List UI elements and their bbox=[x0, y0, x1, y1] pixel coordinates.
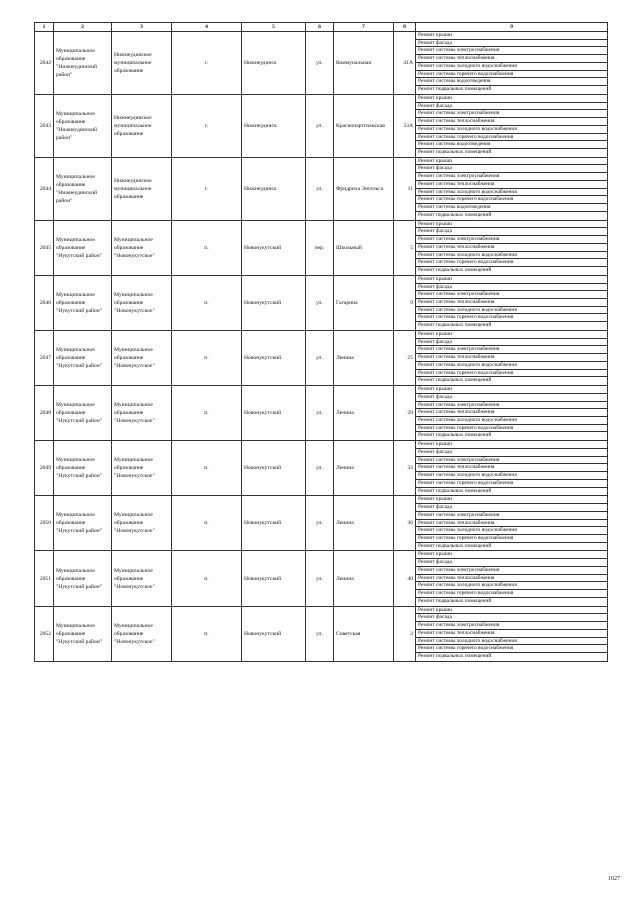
work-item: Ремонт фасада bbox=[416, 165, 607, 173]
work-item: Ремонт системы электроснабжения bbox=[416, 567, 607, 575]
district-cell: Муниципальное образование "Нукутский район" bbox=[54, 275, 112, 330]
street-type-cell: ул. bbox=[306, 94, 334, 157]
work-item: Ремонт системы теплоснабжения bbox=[416, 118, 607, 126]
house-cell: 29 bbox=[394, 386, 416, 441]
row-number-cell: 2052 bbox=[35, 606, 54, 661]
municipality-cell: Муниципальное образование "Новонукутское" bbox=[112, 330, 172, 385]
locality-cell: Новонукутский bbox=[242, 275, 306, 330]
work-item: Ремонт системы холодного водоснабжения bbox=[416, 252, 607, 260]
work-item: Ремонт системы горячего водоснабжения bbox=[416, 134, 607, 142]
district-cell: Муниципальное образование "Нукутский район" bbox=[54, 220, 112, 275]
works-cell bbox=[416, 275, 608, 330]
work-item: Ремонт фасада bbox=[416, 449, 607, 457]
locality-cell: Новонукутский bbox=[242, 551, 306, 606]
municipality-cell: Муниципальное образование "Новонукутское" bbox=[112, 551, 172, 606]
table-row bbox=[35, 551, 608, 606]
work-item: Ремонт системы холодного водоснабжения bbox=[416, 307, 607, 315]
row-number-cell: 2050 bbox=[35, 496, 54, 551]
work-item: Ремонт системы электроснабжения bbox=[416, 173, 607, 181]
row-number-cell: 2044 bbox=[35, 157, 54, 220]
work-item: Ремонт крыши bbox=[416, 32, 607, 40]
works-cell bbox=[416, 220, 608, 275]
works-list bbox=[416, 221, 607, 275]
district-cell: Муниципальное образование "Нижнеудинский район" bbox=[54, 157, 112, 220]
work-item: Ремонт системы водоотведения bbox=[416, 78, 607, 86]
work-item: Ремонт системы теплоснабжения bbox=[416, 409, 607, 417]
work-item: Ремонт крыши bbox=[416, 221, 607, 229]
settlement-type-cell: п. bbox=[172, 330, 242, 385]
locality-cell: Нижнеудинск bbox=[242, 157, 306, 220]
work-item: Ремонт системы холодного водоснабжения bbox=[416, 582, 607, 590]
street-cell: Коммунальная bbox=[334, 32, 394, 95]
work-item: Ремонт фасада bbox=[416, 284, 607, 292]
work-item: Ремонт системы теплоснабжения bbox=[416, 520, 607, 528]
municipality-cell: Нижнеудинское муниципальное образование bbox=[112, 94, 172, 157]
district-cell: Муниципальное образование "Нукутский район" bbox=[54, 606, 112, 661]
work-item: Ремонт подвальных помещений bbox=[418, 322, 492, 329]
locality-cell: Новонукутский bbox=[242, 441, 306, 496]
work-item: Ремонт системы теплоснабжения bbox=[416, 299, 607, 307]
work-item: Ремонт крыши bbox=[416, 496, 607, 504]
work-item: Ремонт системы горячего водоснабжения bbox=[416, 590, 607, 598]
house-cell: 33 bbox=[394, 441, 416, 496]
street-type-cell: ул. bbox=[306, 551, 334, 606]
municipality-cell: Нижнеудинское муниципальное образование bbox=[112, 32, 172, 95]
work-item: Ремонт системы электроснабжения bbox=[416, 110, 607, 118]
row-number-cell: 2046 bbox=[35, 275, 54, 330]
works-cell bbox=[416, 32, 608, 95]
row-number-cell: 2049 bbox=[35, 441, 54, 496]
col-header-1: 1 bbox=[35, 23, 54, 32]
col-header-4: 4 bbox=[172, 23, 242, 32]
row-number-cell: 2047 bbox=[35, 330, 54, 385]
work-item: Ремонт системы холодного водоснабжения bbox=[416, 527, 607, 535]
table-row bbox=[35, 157, 608, 220]
settlement-type-cell: г. bbox=[172, 94, 242, 157]
table-row bbox=[35, 275, 608, 330]
street-type-cell: ул. bbox=[306, 441, 334, 496]
work-item: Ремонт фасада bbox=[416, 103, 607, 111]
street-type-cell: ул. bbox=[306, 157, 334, 220]
table-row bbox=[35, 32, 608, 95]
table-row bbox=[35, 606, 608, 661]
municipality-cell: Муниципальное образование "Новонукутское" bbox=[112, 386, 172, 441]
settlement-type-cell: п. bbox=[172, 441, 242, 496]
work-item: Ремонт крыши bbox=[416, 551, 607, 559]
work-item: Ремонт подвальных помещений bbox=[418, 267, 492, 274]
work-item: Ремонт системы теплоснабжения bbox=[416, 575, 607, 583]
municipality-cell: Муниципальное образование "Новонукутское" bbox=[112, 220, 172, 275]
work-item: Ремонт системы электроснабжения bbox=[416, 512, 607, 520]
table-row bbox=[35, 441, 608, 496]
row-number-cell: 2051 bbox=[35, 551, 54, 606]
work-item: Ремонт системы горячего водоснабжения bbox=[416, 196, 607, 204]
work-item: Ремонт подвальных помещений bbox=[418, 487, 492, 494]
house-cell: 5 bbox=[394, 220, 416, 275]
table-row bbox=[35, 330, 608, 385]
district-cell: Муниципальное образование "Нижнеудинский район" bbox=[54, 94, 112, 157]
locality-cell: Новонукутский bbox=[242, 220, 306, 275]
house-cell: 33А bbox=[394, 94, 416, 157]
house-cell: 40 bbox=[394, 551, 416, 606]
street-cell: Ленина bbox=[334, 386, 394, 441]
work-item: Ремонт подвальных помещений bbox=[418, 377, 492, 384]
works-list bbox=[416, 441, 607, 495]
work-item: Ремонт системы холодного водоснабжения bbox=[416, 126, 607, 134]
work-item: Ремонт системы холодного водоснабжения bbox=[416, 472, 607, 480]
house-cell: 11 bbox=[394, 157, 416, 220]
works-cell bbox=[416, 157, 608, 220]
works-cell bbox=[416, 496, 608, 551]
work-item: Ремонт подвальных помещений bbox=[418, 542, 492, 549]
locality-cell: Нижнеудинск bbox=[242, 32, 306, 95]
municipality-cell: Нижнеудинское муниципальное образование bbox=[112, 157, 172, 220]
locality-cell: Новонукутский bbox=[242, 330, 306, 385]
table-row bbox=[35, 94, 608, 157]
work-item: Ремонт системы теплоснабжения bbox=[416, 244, 607, 252]
work-item: Ремонт системы холодного водоснабжения bbox=[416, 63, 607, 71]
row-number-cell: 2043 bbox=[35, 94, 54, 157]
works-cell bbox=[416, 386, 608, 441]
col-header-7: 7 bbox=[334, 23, 394, 32]
work-item: Ремонт подвальных помещений bbox=[418, 86, 492, 93]
street-type-cell: ул. bbox=[306, 275, 334, 330]
work-item: Ремонт системы горячего водоснабжения bbox=[416, 645, 607, 653]
work-item: Ремонт системы теплоснабжения bbox=[416, 181, 607, 189]
settlement-type-cell: п. bbox=[172, 551, 242, 606]
work-item: Ремонт системы горячего водоснабжения bbox=[416, 370, 607, 378]
works-cell bbox=[416, 606, 608, 661]
repair-register-table bbox=[34, 22, 608, 662]
header-row bbox=[35, 23, 608, 32]
work-item: Ремонт системы электроснабжения bbox=[416, 236, 607, 244]
district-cell: Муниципальное образование "Нукутский район" bbox=[54, 551, 112, 606]
work-item: Ремонт крыши bbox=[416, 95, 607, 103]
street-type-cell: ул. bbox=[306, 496, 334, 551]
work-item: Ремонт крыши bbox=[416, 607, 607, 615]
street-cell: Школьный bbox=[334, 220, 394, 275]
street-cell: Ленина bbox=[334, 441, 394, 496]
municipality-cell: Муниципальное образование "Новонукутское" bbox=[112, 441, 172, 496]
district-cell: Муниципальное образование "Нукутский район" bbox=[54, 441, 112, 496]
work-item: Ремонт системы электроснабжения bbox=[416, 291, 607, 299]
house-cell: 41А bbox=[394, 32, 416, 95]
locality-cell: Новонукутский bbox=[242, 606, 306, 661]
work-item: Ремонт системы электроснабжения bbox=[416, 457, 607, 465]
work-item: Ремонт системы электроснабжения bbox=[416, 47, 607, 55]
work-item: Ремонт фасада bbox=[416, 559, 607, 567]
col-header-2: 2 bbox=[54, 23, 112, 32]
works-list bbox=[416, 607, 607, 661]
work-item: Ремонт системы горячего водоснабжения bbox=[416, 314, 607, 322]
municipality-cell: Муниципальное образование "Новонукутское" bbox=[112, 496, 172, 551]
municipality-cell: Муниципальное образование "Новонукутское" bbox=[112, 275, 172, 330]
street-cell: Ленина bbox=[334, 330, 394, 385]
table-row bbox=[35, 386, 608, 441]
district-cell: Муниципальное образование "Нукутский район" bbox=[54, 386, 112, 441]
row-number-cell: 2042 bbox=[35, 32, 54, 95]
settlement-type-cell: п. bbox=[172, 386, 242, 441]
district-cell: Муниципальное образование "Нукутский район" bbox=[54, 496, 112, 551]
street-cell: Краснопартизанская bbox=[334, 94, 394, 157]
work-item: Ремонт системы холодного водоснабжения bbox=[416, 189, 607, 197]
work-item: Ремонт подвальных помещений bbox=[418, 597, 492, 604]
settlement-type-cell: п. bbox=[172, 606, 242, 661]
work-item: Ремонт системы холодного водоснабжения bbox=[416, 417, 607, 425]
work-item: Ремонт системы водоотведения bbox=[416, 141, 607, 149]
col-header-6: 6 bbox=[306, 23, 334, 32]
work-item: Ремонт системы электроснабжения bbox=[416, 402, 607, 410]
works-list bbox=[416, 95, 607, 157]
col-header-9: 9 bbox=[416, 23, 608, 32]
col-header-3: 3 bbox=[112, 23, 172, 32]
street-type-cell: ул. bbox=[306, 330, 334, 385]
work-item: Ремонт подвальных помещений bbox=[418, 432, 492, 439]
district-cell: Муниципальное образование "Нижнеудинский район" bbox=[54, 32, 112, 95]
street-type-cell: ул. bbox=[306, 386, 334, 441]
street-cell: Ленина bbox=[334, 551, 394, 606]
work-item: Ремонт крыши bbox=[416, 441, 607, 449]
work-item: Ремонт фасада bbox=[416, 614, 607, 622]
table-row bbox=[35, 496, 608, 551]
work-item: Ремонт крыши bbox=[416, 276, 607, 284]
work-item: Ремонт системы холодного водоснабжения bbox=[416, 362, 607, 370]
work-item: Ремонт системы горячего водоснабжения bbox=[416, 425, 607, 433]
street-cell: Советская bbox=[334, 606, 394, 661]
col-header-8: 8 bbox=[394, 23, 416, 32]
work-item: Ремонт системы горячего водоснабжения bbox=[416, 259, 607, 267]
work-item: Ремонт подвальных помещений bbox=[418, 653, 492, 660]
work-item: Ремонт системы теплоснабжения bbox=[416, 464, 607, 472]
row-number-cell: 2048 bbox=[35, 386, 54, 441]
house-cell: 9 bbox=[394, 275, 416, 330]
work-item: Ремонт крыши bbox=[416, 158, 607, 166]
works-list bbox=[416, 496, 607, 550]
settlement-type-cell: п. bbox=[172, 220, 242, 275]
work-item: Ремонт фасада bbox=[416, 228, 607, 236]
table-row bbox=[35, 220, 608, 275]
work-item: Ремонт системы теплоснабжения bbox=[416, 354, 607, 362]
work-item: Ремонт системы теплоснабжения bbox=[416, 630, 607, 638]
house-cell: 36 bbox=[394, 496, 416, 551]
settlement-type-cell: г. bbox=[172, 157, 242, 220]
municipality-cell: Муниципальное образование "Новонукутское" bbox=[112, 606, 172, 661]
work-item: Ремонт фасада bbox=[416, 339, 607, 347]
work-item: Ремонт подвальных помещений bbox=[418, 211, 492, 218]
street-cell: Ленина bbox=[334, 496, 394, 551]
works-list bbox=[416, 32, 607, 94]
locality-cell: Нижнеудинск bbox=[242, 94, 306, 157]
work-item: Ремонт системы холодного водоснабжения bbox=[416, 638, 607, 646]
district-cell: Муниципальное образование "Нукутский район" bbox=[54, 330, 112, 385]
settlement-type-cell: п. bbox=[172, 496, 242, 551]
locality-cell: Новонукутский bbox=[242, 496, 306, 551]
work-item: Ремонт системы электроснабжения bbox=[416, 622, 607, 630]
work-item: Ремонт системы водоотведения bbox=[416, 204, 607, 212]
house-cell: 2 bbox=[394, 606, 416, 661]
table-body bbox=[35, 32, 608, 662]
work-item: Ремонт подвальных помещений bbox=[418, 149, 492, 156]
street-type-cell: пер. bbox=[306, 220, 334, 275]
street-type-cell: ул. bbox=[306, 606, 334, 661]
works-list bbox=[416, 331, 607, 385]
works-list bbox=[416, 276, 607, 330]
settlement-type-cell: г. bbox=[172, 32, 242, 95]
work-item: Ремонт фасада bbox=[416, 504, 607, 512]
work-item: Ремонт системы горячего водоснабжения bbox=[416, 71, 607, 79]
work-item: Ремонт системы горячего водоснабжения bbox=[416, 480, 607, 488]
settlement-type-cell: п. bbox=[172, 275, 242, 330]
street-cell: Фридриха Энгельса bbox=[334, 157, 394, 220]
row-number-cell: 2045 bbox=[35, 220, 54, 275]
work-item: Ремонт крыши bbox=[416, 386, 607, 394]
house-cell: 25 bbox=[394, 330, 416, 385]
works-list bbox=[416, 158, 607, 220]
work-item: Ремонт фасада bbox=[416, 40, 607, 48]
work-item: Ремонт крыши bbox=[416, 331, 607, 339]
work-item: Ремонт фасада bbox=[416, 394, 607, 402]
work-item: Ремонт системы горячего водоснабжения bbox=[416, 535, 607, 543]
work-item: Ремонт системы электроснабжения bbox=[416, 346, 607, 354]
col-header-5: 5 bbox=[242, 23, 306, 32]
works-cell bbox=[416, 94, 608, 157]
street-type-cell: ул. bbox=[306, 32, 334, 95]
locality-cell: Новонукутский bbox=[242, 386, 306, 441]
work-item: Ремонт системы теплоснабжения bbox=[416, 55, 607, 63]
street-cell: Гагарина bbox=[334, 275, 394, 330]
works-cell bbox=[416, 441, 608, 496]
works-cell bbox=[416, 330, 608, 385]
works-list bbox=[416, 551, 607, 605]
works-cell bbox=[416, 551, 608, 606]
works-list bbox=[416, 386, 607, 440]
page-number: 1627 bbox=[608, 876, 620, 882]
